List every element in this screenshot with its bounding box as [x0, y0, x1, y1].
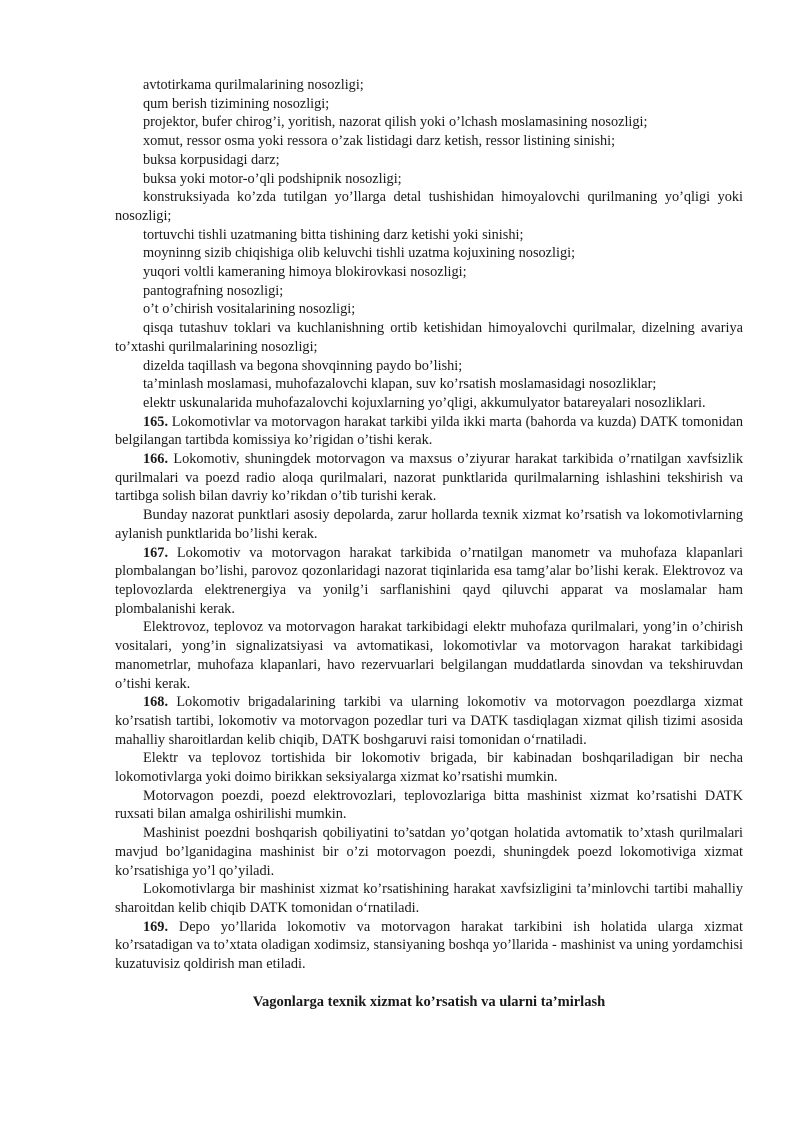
document-page: [115, 76, 743, 1011]
paragraph-number: 168.: [143, 694, 169, 711]
paragraph-text: Mashinist poezdni boshqarish qobiliyatini to’satdan yo’qotgan holatida avtomatik to’xtash qurilmalari mavjud bo’lganidagina mashinist bir o’zi motorvagon poezdi, shuningdek poezd lokomotiviga xizmat ko’rsatishiga yo’l qo’yiladi.: [115, 825, 743, 879]
paragraph-number: 169.: [143, 918, 169, 935]
paragraph: [115, 880, 743, 917]
paragraph-number: 167.: [143, 544, 169, 561]
list-item: buksa korpusidagi darz;: [143, 151, 280, 168]
list-item: dizelda taqillash va begona shovqinning paydo bo’lishi;: [143, 357, 463, 374]
paragraph-167: [115, 544, 743, 619]
list-item: ta’minlash moslamasi, muhofazalovchi klapan, suv ko’rsatish moslamasidagi nosozliklar;: [143, 376, 657, 393]
list-item: pantografning nosozligi;: [143, 282, 284, 299]
list-item: avtotirkama qurilmalarining nosozligi;: [143, 77, 364, 93]
section-heading: Vagonlarga texnik xizmat ko’rsatish va ularni ta’mirlash: [252, 993, 606, 1010]
list-item: yuqori voltli kameraning himoya blokirovkasi nosozligi;: [143, 264, 467, 281]
list-item: xomut, ressor osma yoki ressora o’zak listidagi darz ketish, ressor listining sinishi;: [143, 133, 616, 150]
fault-list: [115, 76, 743, 413]
list-item: moyninng sizib chiqishiga olib keluvchi tishli uzatma kojuxining nosozligi;: [143, 245, 576, 262]
paragraph-text: Lokomotivlar va motorvagon harakat tarkibi yilda ikki marta (bahorda va kuzda) DATK tomonidan belgilangan tartibda komissiya ko’rigidan o’tishi kerak.: [115, 413, 743, 449]
paragraph-text: Bunday nazorat punktlari asosiy depolarda, zarur hollarda texnik xizmat ko’rsatish va lokomotivlarning aylanish punktlarida bo’lishi kerak.: [115, 507, 743, 542]
paragraph-number: 165.: [143, 413, 169, 430]
list-item: o’t o’chirish vositalarining nosozligi;: [143, 301, 356, 318]
paragraph: [115, 824, 743, 880]
paragraph-165: [115, 413, 743, 450]
list-item: tortuvchi tishli uzatmaning bitta tishining darz ketishi yoki sinishi;: [143, 226, 524, 243]
paragraph: [115, 749, 743, 786]
paragraph-text: Elektr va teplovoz tortishida bir lokomotiv brigada, bir kabinadan boshqariladigan bir necha lokomotivlarga yoki doimo birikkan seksiyalarga xizmat ko’rsatishi mumkin.: [115, 750, 743, 786]
list-item: buksa yoki motor-o’qli podshipnik nosozligi;: [143, 170, 402, 187]
paragraph-169: [115, 918, 743, 974]
paragraph-text: Lokomotiv brigadalarining tarkibi va ularning lokomotiv va motorvagon poezdlarga xizmat ko’rsatish tartibi, lokomotiv va motorvagon pozedlar turi va DATK tasdiqlagan xizmat qilish tizimi asosida mahalliy sharoitlardan kelib chiqib, DATK boshgaruvi raisi tomonidan o‘rnatiladi.: [115, 694, 743, 748]
paragraph-text: Lokomotiv, shuningdek motorvagon va maxsus o’ziyurar harakat tarkibida o’rnatilgan xavfsizlik qurilmalari va poezd radio aloqa qurilmalari, nazorat punktlarida qurilmalarning ishlashini tekshirish va tartibga solish bilan davriy ko’rikdan o’tib turishi kerak.: [115, 451, 743, 505]
paragraph: [115, 618, 743, 693]
paragraph-166: [115, 450, 743, 506]
list-item: projektor, bufer chirog’i, yoritish, nazorat qilish yoki o’lchash moslamasining nosozligi;: [143, 114, 648, 131]
list-item: konstruksiyada ko’zda tutilgan yo’llarga detal tushishidan himoyalovchi qurilmaning yo’qligi yoki nosozligi;: [115, 189, 743, 224]
article-paragraphs: [115, 413, 743, 974]
paragraph-text: Lokomotiv va motorvagon harakat tarkibida o’rnatilgan manometr va muhofaza klapanlari plombalangan bo’lishi, parovoz qozonlaridagi nazorat tiqinlarida esa tamg’alar bo’lishi kerak. Elektrovoz va teplovozlarda elektrenergiya va yonilg’i sarflanishini qayd qiluvchi apparat va moslamalar ham plombalanishi kerak.: [115, 544, 743, 617]
paragraph-text: Lokomotivlarga bir mashinist xizmat ko’rsatishining harakat xavfsizligini ta’minlovchi tartibi mahalliy sharoitdan kelib chiqib DATK tomonidan o‘rnatiladi.: [115, 881, 743, 916]
paragraph-text: Elektrovoz, teplovoz va motorvagon harakat tarkibidagi elektr muhofaza qurilmalari, yong’in o’chirish vositalari, yong’in signalizatsiyasi va avtomatikasi, lokomotivlar va motorvagon harakat tarkibidagi manometrlar, muhofaza klapanlari, havo rezervuarlari belgilangan muddatlarda sinovdan va tekshiruvdan o’tishi kerak.: [115, 619, 743, 692]
paragraph-168: [115, 693, 743, 749]
list-item: qisqa tutashuv toklari va kuchlanishning ortib ketishidan himoyalovchi qurilmalar, dizelning avariya to’xtashi qurilmalarining nosozligi;: [115, 320, 743, 355]
paragraph-text: Motorvagon poezdi, poezd elektrovozlari, teplovozlariga bitta mashinist xizmat ko’rsatishi DATK ruxsati bilan amalga oshirilishi mumkin.: [115, 787, 743, 823]
paragraph: [115, 506, 743, 543]
paragraph: [115, 787, 743, 824]
list-item: elektr uskunalarida muhofazalovchi kojuxlarning yo’qligi, akkumulyator batareyalari nosozliklari.: [143, 394, 706, 411]
list-item: qum berish tizimining nosozligi;: [143, 95, 330, 112]
paragraph-number: 166.: [143, 451, 169, 468]
paragraph-text: Depo yo’llarida lokomotiv va motorvagon harakat tarkibini ish holatida ularga xizmat ko’rsatadigan va to’xtata oladigan xodimsiz, stansiyaning boshqa yo’llarida - mashinist va uning yordamchisi kuzatuvisiz qoldirish man etiladi.: [115, 918, 743, 973]
